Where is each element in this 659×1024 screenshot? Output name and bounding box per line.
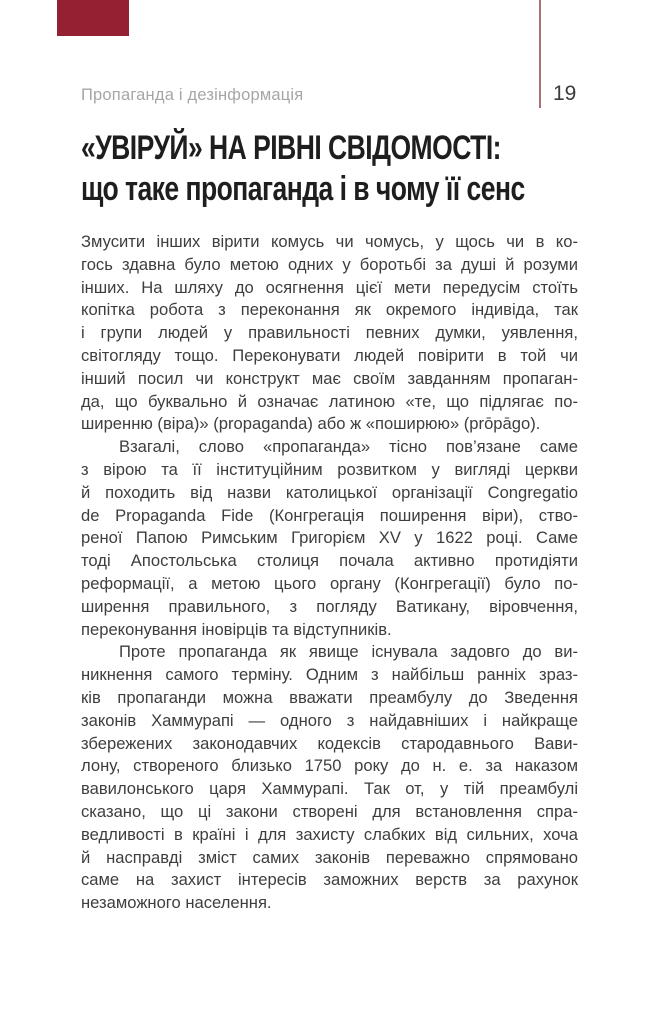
header-divider-rule — [539, 0, 541, 108]
body-line: незаможного населення. — [81, 893, 272, 913]
body-line: збережених законодавчих кодексів стародавнього Вави- — [81, 733, 578, 753]
body-line: світогляду тощо. Переконувати людей повірити в той чи — [81, 345, 578, 365]
body-line: ків пропаганди можна вважати преамбулу до Зведення — [81, 687, 578, 707]
page-number: 19 — [553, 82, 577, 105]
body-text — [81, 231, 578, 915]
body-line: ширення правильного, з погляду Ватикану, віровчення, — [81, 596, 578, 616]
chapter-title — [81, 128, 588, 210]
chapter-corner-marker — [57, 0, 129, 36]
body-line: інших. На шляху до осягнення цієї мети передусім стоїть — [81, 277, 578, 297]
body-line: копітка робота з переконання як окремого індивіда, так — [81, 300, 578, 320]
body-line: саме на захист інтересів заможних верств за рахунок — [81, 870, 578, 890]
body-line: de Propaganda Fide (Конгрегація поширення віри), ство- — [81, 505, 578, 525]
body-line: Взагалі, слово «пропаганда» тісно пов’язане саме — [119, 437, 578, 457]
body-line: і групи людей у правильності певних думки, уявлення, — [81, 323, 578, 343]
paragraph — [81, 436, 578, 641]
body-line: з вірою та її інституційним розвитком у вигляді церкви — [81, 459, 578, 479]
body-line: переконування іновірців та відступників. — [81, 619, 392, 639]
body-line: інший посил чи конструкт має своїм завданням пропаган- — [81, 368, 578, 388]
body-line: гось здавна було метою одних у боротьбі за душі й розуми — [81, 254, 578, 274]
chapter-title-line-2: що таке пропаганда і в чому її сенс — [81, 170, 525, 208]
body-line: да, що буквально й означає латиною «те, що підлягає по- — [81, 391, 578, 411]
body-line: й походить від назви католицької організації Congregatio — [81, 482, 578, 502]
paragraph — [81, 641, 578, 915]
body-line: законів Хаммурапі — одного з найдавніших і найкраще — [81, 710, 578, 730]
body-line: реформації, а метою цього органу (Конгрегації) було по- — [81, 573, 578, 593]
running-title: Пропаганда і дезінформація — [81, 86, 304, 104]
chapter-title-line-1: «УВІРУЙ» НА РІВНІ СВІДОМОСТІ: — [81, 129, 501, 167]
body-line: реної Папою Римським Григорієм XV у 1622 році. Саме — [81, 528, 578, 548]
body-line: ведливості в країні і для захисту слабких від сильних, хоча — [81, 824, 578, 844]
body-line: лону, створеного близько 1750 року до н. е. за наказом — [81, 756, 578, 776]
body-line: сказано, що ці закони створені для встановлення спра- — [81, 801, 578, 821]
body-line: Змусити інших вірити комусь чи чомусь, у щось чи в ко- — [81, 232, 578, 251]
body-line: никнення самого терміну. Одним з найбільш ранніх зраз- — [81, 665, 578, 685]
body-line: й насправді зміст самих законів переважно спрямовано — [81, 847, 578, 867]
body-line: тоді Апостольська столиця почала активно протидіяти — [81, 551, 578, 571]
paragraph — [81, 231, 578, 436]
body-line: вавилонського царя Хаммурапі. Так от, у тій преамбулі — [81, 779, 578, 799]
body-line: Проте пропаганда як явище існувала задовго до ви- — [119, 642, 578, 662]
body-line: ширенню (віра)» (propaganda) або ж «поширюю» (prōpāgo). — [81, 414, 541, 434]
